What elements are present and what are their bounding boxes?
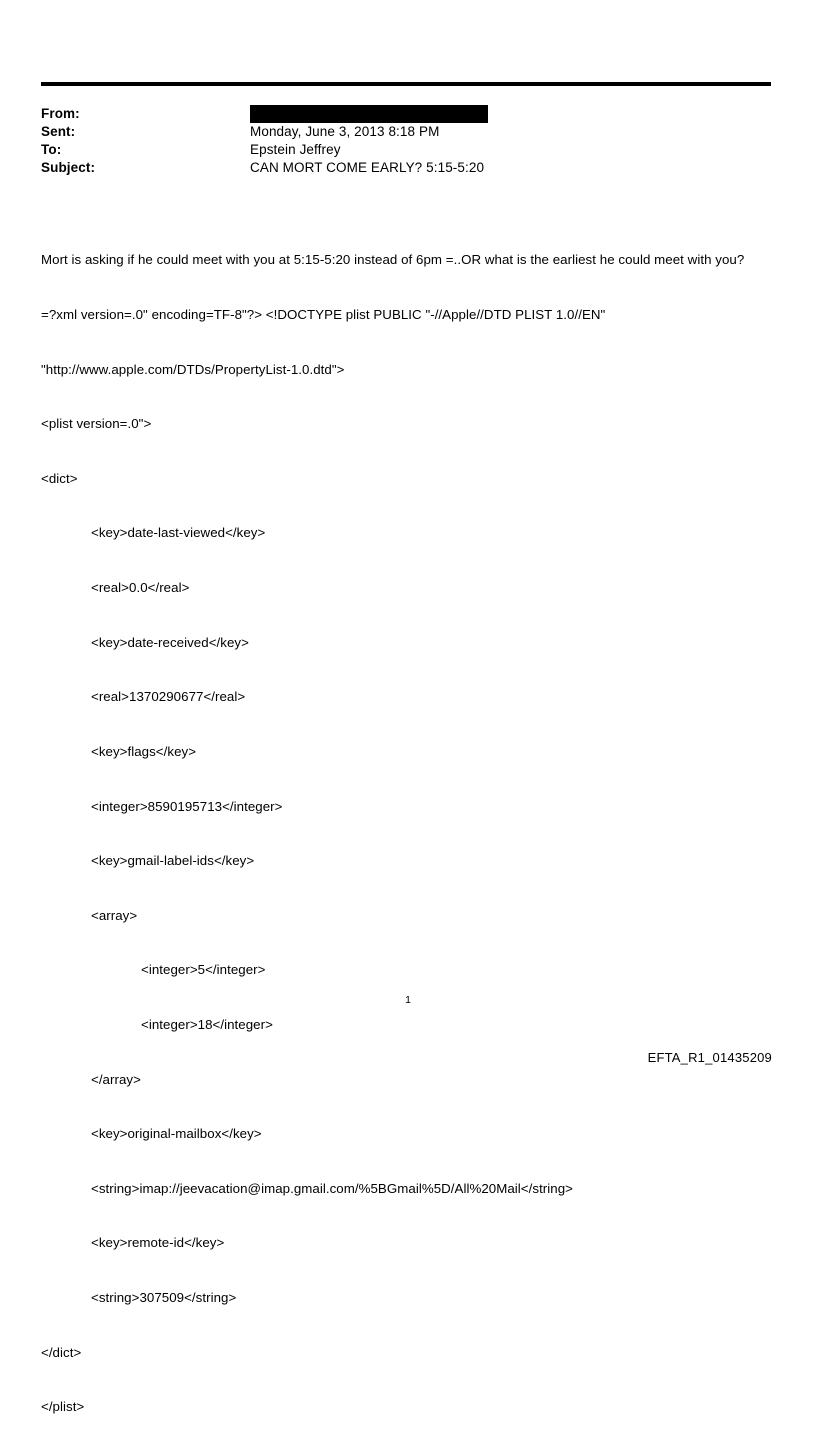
body-line: <key>gmail-label-ids</key> xyxy=(91,853,255,869)
body-line: <key>flags</key> xyxy=(91,743,197,759)
body-line: </array> xyxy=(91,1071,141,1087)
header-row-sent xyxy=(41,123,771,141)
header-label-sent: Sent: xyxy=(41,124,76,139)
redaction-bar xyxy=(250,105,488,123)
header-value-from xyxy=(250,105,488,123)
body-line: =?xml version=.0" encoding=TF-8"?> <!DOCTYPE plist PUBLIC "-//Apple//DTD PLIST 1.0//EN" xyxy=(41,307,606,323)
body-line: <integer>5</integer> xyxy=(141,962,266,978)
body-line: <string>307509</string> xyxy=(91,1289,237,1305)
body-line: <integer>8590195713</integer> xyxy=(91,798,283,814)
header-value-subject: CAN MORT COME EARLY? 5:15-5:20 xyxy=(250,160,485,175)
body-line: <key>remote-id</key> xyxy=(91,1235,225,1251)
header-row-subject xyxy=(41,159,771,177)
header-label-subject: Subject: xyxy=(41,160,96,175)
header-label-to: To: xyxy=(41,142,62,157)
page-number: 1 xyxy=(405,994,411,1006)
body-line: <key>date-last-viewed</key> xyxy=(91,525,266,541)
body-line: </plist> xyxy=(41,1399,85,1415)
header-value-to: Epstein Jeffrey xyxy=(250,142,341,157)
body-line: Mort is asking if he could meet with you at 5:15-5:20 instead of 6pm =..OR what is the earliest he could meet with you? xyxy=(41,252,745,268)
body-line: <integer>18</integer> xyxy=(141,1016,273,1032)
body-line: <dict> xyxy=(41,470,78,486)
body-line: <string>imap://jeevacation@imap.gmail.com/%5BGmail%5D/All%20Mail</string> xyxy=(91,1180,573,1196)
header-divider-rule xyxy=(41,82,771,86)
header-value-sent: Monday, June 3, 2013 8:18 PM xyxy=(250,124,440,139)
body-line: <array> xyxy=(91,907,138,923)
body-line: <plist version=.0"> xyxy=(41,416,152,432)
body-line: <key>date-received</key> xyxy=(91,634,249,650)
header-row-from xyxy=(41,105,771,123)
body-line: </dict> xyxy=(41,1344,82,1360)
header-row-to xyxy=(41,141,771,159)
email-header xyxy=(41,105,771,177)
body-line: <key>original-mailbox</key> xyxy=(91,1126,262,1142)
email-body xyxy=(41,215,781,1453)
bates-number: EFTA_R1_01435209 xyxy=(647,1050,772,1065)
body-line: <real>1370290677</real> xyxy=(91,689,246,705)
header-label-from: From: xyxy=(41,106,80,121)
body-line: "http://www.apple.com/DTDs/PropertyList-1.0.dtd"> xyxy=(41,361,345,377)
body-line: <real>0.0</real> xyxy=(91,580,190,596)
